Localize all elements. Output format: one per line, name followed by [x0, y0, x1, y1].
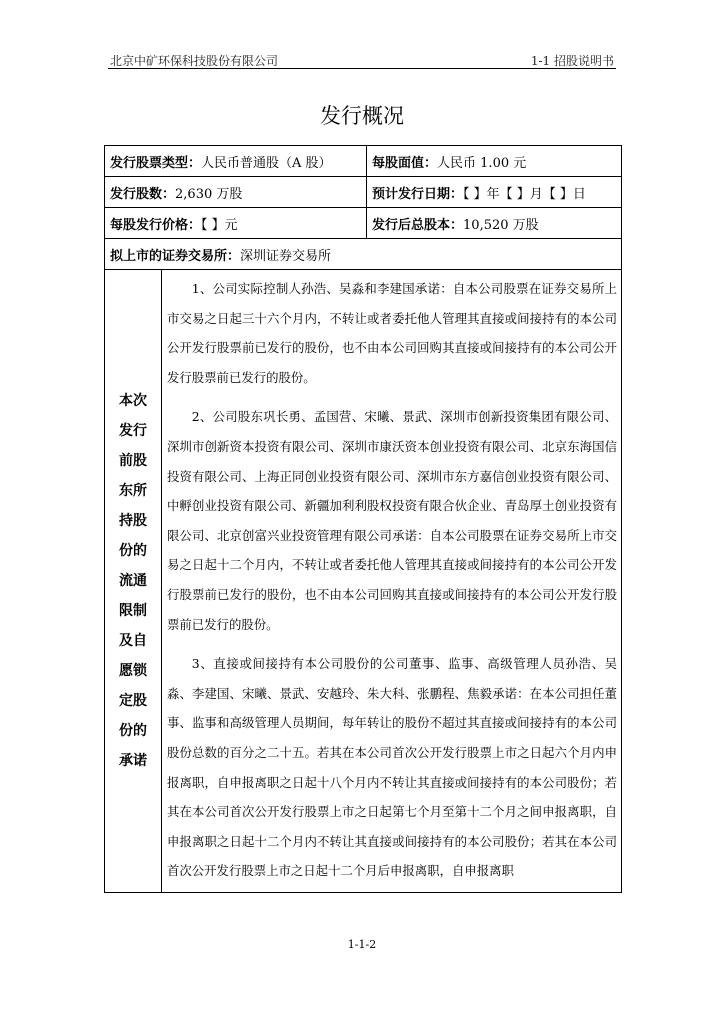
offering-overview-table	[104, 145, 622, 893]
stock-type-label: 发行股票类型：	[110, 155, 202, 171]
shares-label: 发行股数：	[110, 186, 176, 202]
stock-type-value: 人民币普通股（A 股）	[201, 155, 332, 171]
exchange-value: 深圳证券交易所	[240, 248, 332, 264]
row-lockup-commitment	[105, 270, 622, 893]
header-document-reference: 1-1 招股说明书	[530, 54, 614, 68]
price-label: 每股发行价格：	[110, 217, 202, 233]
row-shares-date	[105, 177, 622, 208]
cell-date	[367, 177, 622, 208]
row-price-total	[105, 208, 622, 239]
date-label: 预计发行日期：	[372, 186, 464, 202]
header-divider	[108, 68, 616, 69]
lockup-paragraph-2: 2、公司股东巩长勇、孟国营、宋曦、景武、深圳市创新投资集团有限公司、深圳市创新资本投资有限公司、深圳市康沃资本创业投资有限公司、北京东海国信投资有限公司、上海正同创业投资有限公司、深圳市东方嘉信创业投资有限公司、中孵创业投资有限公司、新疆加利利股权投资有限合伙企业、青岛厚土创业投资有限公司、北京创富兴业投资管理有限公司承诺：自本公司股票在证券交易所上市交易之日起十二个月内，不转让或者委托他人管理其直接或间接持有的本公司公开发行股票前已发行的股份，也不由本公司回购其直接或间接持有的本公司公开发行股票前已发行的股份。	[167, 409, 618, 632]
total-shares-value: 10,520 万股	[463, 217, 539, 233]
lockup-paragraph-3: 3、直接或间接持有本公司股份的公司董事、监事、高级管理人员孙浩、吴淼、李建国、宋曦、景武、安越玲、朱大科、张鹏程、焦毅承诺：在本公司担任董事、监事和高级管理人员期间，每年转让的股份不超过其直接或间接持有的本公司股份总数的百分之二十五。若其在本公司首次公开发行股票上市之日起六个月内申报离职，自申报离职之日起十八个月内不转让其直接或间接持有的本公司股份；若其在本公司首次公开发行股票上市之日起第七个月至第十二个月之间申报离职，自申报离职之日起十二个月内不转让其直接或间接持有的本公司股份；若其在本公司首次公开发行股票上市之日起十二个月后申报离职，自申报离职	[167, 656, 618, 879]
lockup-paragraph-1: 1、公司实际控制人孙浩、吴淼和李建国承诺：自本公司股票在证券交易所上市交易之日起三十六个月内，不转让或者委托他人管理其直接或间接持有的本公司公开发行股票前已发行的股份，也不由本公司回购其直接或间接持有的本公司公开发行股票前已发行的股份。	[167, 281, 618, 385]
lockup-title-cell	[105, 270, 162, 893]
price-value: 【 】元	[201, 217, 238, 233]
par-value-value: 人民币 1.00 元	[437, 155, 527, 171]
total-shares-label: 发行后总股本：	[372, 217, 464, 233]
row-exchange	[105, 239, 622, 270]
par-value-label: 每股面值：	[372, 155, 438, 171]
lockup-content-cell	[162, 270, 622, 893]
exchange-label: 拟上市的证券交易所：	[110, 248, 241, 264]
cell-par-value	[367, 146, 622, 177]
date-value: 【 】年【 】月【 】日	[463, 186, 586, 202]
cell-exchange	[105, 239, 622, 270]
page-title: 发行概况	[320, 104, 404, 128]
header-company-name: 北京中矿环保科技股份有限公司	[110, 54, 279, 68]
cell-shares	[105, 177, 367, 208]
page-number: 1-1-2	[347, 938, 377, 951]
lockup-title: 本次发行前股东所持股份的流通限制及自愿锁定股份的承诺	[119, 392, 147, 769]
cell-price	[105, 208, 367, 239]
cell-stock-type	[105, 146, 367, 177]
cell-total-shares	[367, 208, 622, 239]
shares-value: 2,630 万股	[175, 186, 243, 202]
row-type-par	[105, 146, 622, 177]
